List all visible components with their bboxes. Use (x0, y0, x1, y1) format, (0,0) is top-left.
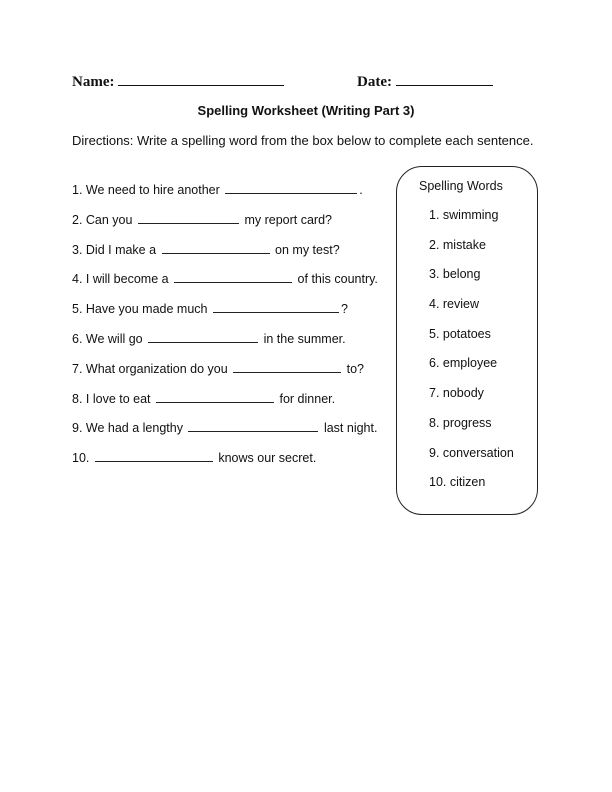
answer-blank-1[interactable] (225, 182, 357, 194)
answer-blank-4[interactable] (174, 271, 292, 283)
question-list (72, 182, 378, 480)
spelling-word: 3. belong (429, 267, 481, 282)
spelling-word: 8. progress (429, 415, 492, 430)
question-1: 1. We need to hire another . (72, 183, 363, 197)
worksheet-title: Spelling Worksheet (Writing Part 3) (197, 103, 415, 118)
answer-blank-8[interactable] (156, 391, 274, 403)
answer-blank-5[interactable] (213, 301, 339, 313)
answer-blank-3[interactable] (162, 242, 270, 254)
spelling-word: 9. conversation (429, 445, 514, 460)
question-5: 5. Have you made much ? (72, 302, 348, 317)
word-box-title: Spelling Words (419, 179, 503, 193)
answer-blank-9[interactable] (188, 420, 318, 432)
question-3: 3. Did I make a on my test? (72, 242, 340, 257)
question-2: 2. Can you my report card? (72, 212, 332, 227)
answer-blank-6[interactable] (148, 331, 258, 343)
spelling-word: 6. employee (429, 356, 498, 371)
spelling-word: 10. citizen (429, 475, 486, 490)
directions-text: Directions: Write a spelling word from the box below to complete each sentence. (72, 133, 534, 148)
question-8: 8. I love to eat for dinner. (72, 391, 336, 406)
spelling-word: 2. mistake (429, 237, 486, 252)
answer-blank-10[interactable] (95, 450, 213, 462)
question-7: 7. What organization do you to? (72, 361, 365, 376)
spelling-word: 7. nobody (429, 386, 484, 401)
spelling-word: 4. review (429, 297, 480, 312)
spelling-word: 5. potatoes (429, 326, 491, 341)
answer-blank-7[interactable] (233, 361, 341, 373)
spelling-word-box (396, 166, 538, 515)
name-blank-line[interactable] (118, 72, 284, 86)
date-label: Date: (357, 74, 392, 90)
spelling-word-list (429, 208, 514, 505)
date-blank-line[interactable] (396, 72, 493, 86)
answer-blank-2[interactable] (138, 212, 239, 224)
spelling-word: 1. swimming (429, 208, 499, 222)
question-4: 4. I will become a of this country. (72, 272, 378, 287)
question-9: 9. We had a lengthy last night. (72, 421, 378, 436)
name-label: Name: (72, 74, 115, 90)
date-field[interactable] (357, 72, 493, 91)
name-field[interactable] (72, 72, 284, 91)
question-6: 6. We will go in the summer. (72, 331, 346, 346)
question-10: 10. knows our secret. (72, 451, 317, 466)
